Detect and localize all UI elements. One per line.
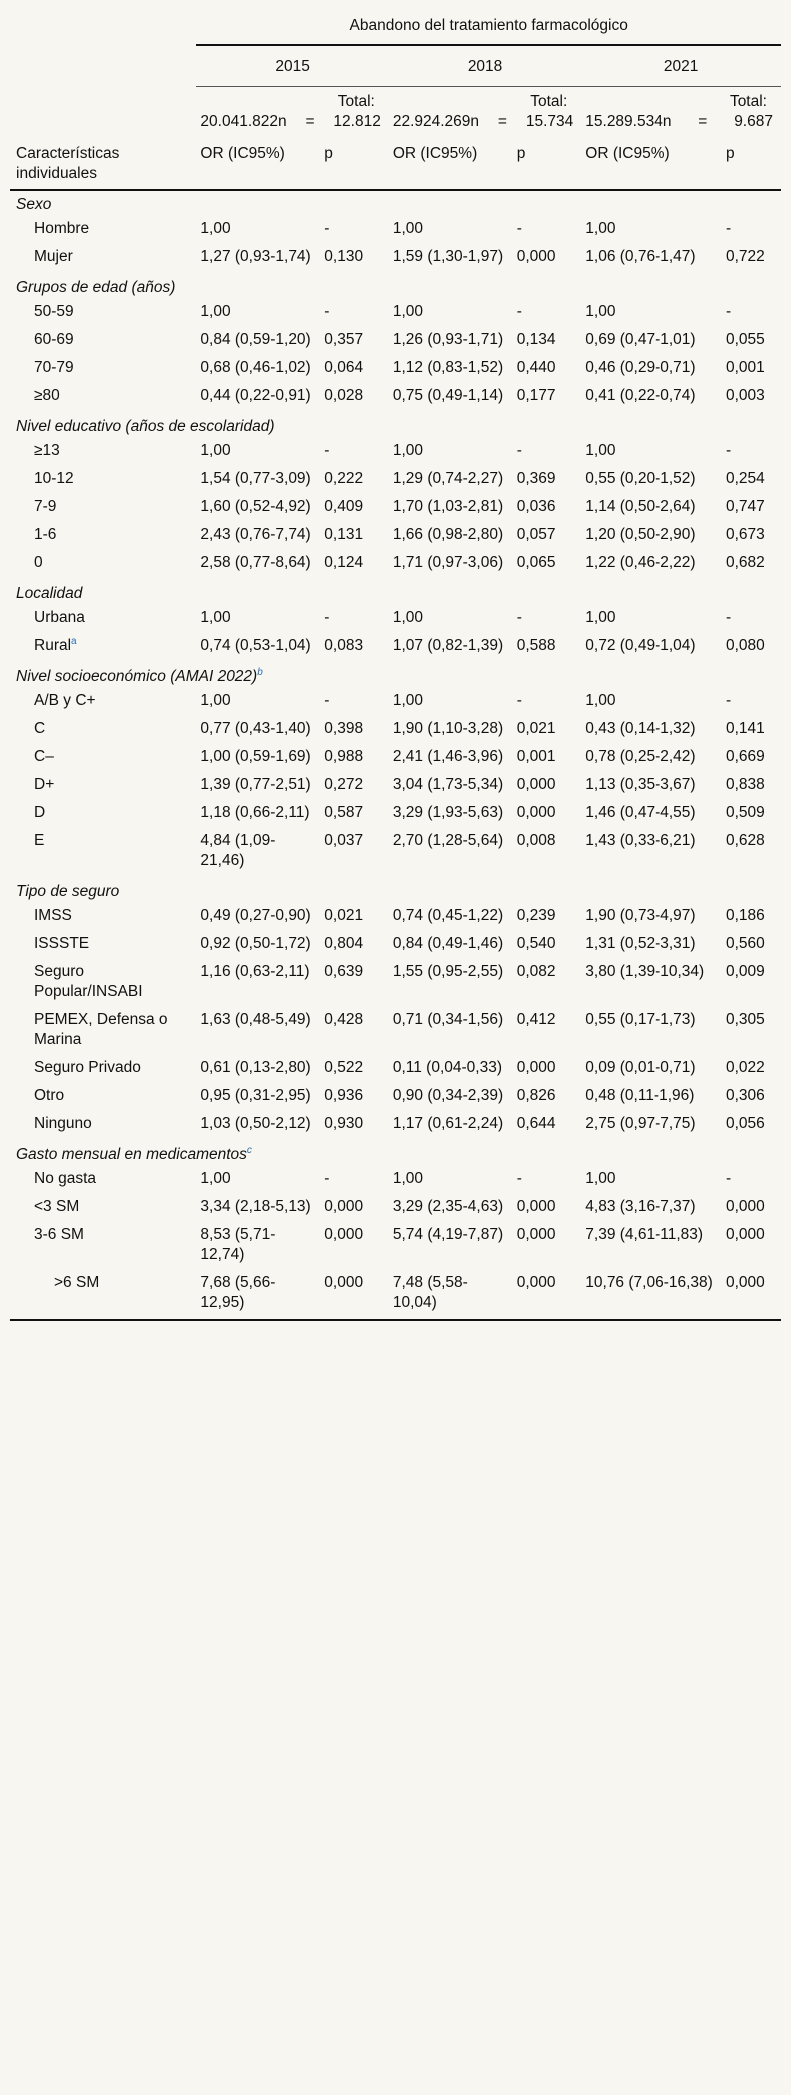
or-value: 1,00 bbox=[585, 220, 616, 237]
section-header bbox=[10, 877, 781, 904]
p-value: 0,134 bbox=[516, 331, 556, 348]
p-value: 0,008 bbox=[516, 832, 556, 849]
p-value: - bbox=[324, 220, 330, 237]
section-header bbox=[10, 190, 781, 217]
footnote-marker: a bbox=[71, 635, 77, 647]
p-value: - bbox=[516, 442, 522, 459]
or-value: 0,43 (0,14-1,32) bbox=[585, 720, 696, 737]
or-value: 1,00 bbox=[585, 1170, 616, 1187]
or-value: 0,11 (0,04-0,33) bbox=[392, 1059, 502, 1076]
or-value: 3,04 (1,73-5,34) bbox=[392, 776, 504, 793]
or-value: 3,29 (1,93-5,63) bbox=[392, 804, 504, 821]
table-row bbox=[10, 904, 781, 932]
or-value: 0,68 (0,46-1,02) bbox=[200, 359, 311, 376]
p-value: 0,272 bbox=[324, 776, 364, 793]
p-value: 0,669 bbox=[725, 748, 765, 765]
p-value: 0,057 bbox=[516, 526, 556, 543]
table-row bbox=[10, 773, 781, 801]
or-value: 1,06 (0,76-1,47) bbox=[585, 248, 696, 265]
or-header-2018: OR (IC95%) bbox=[389, 132, 513, 190]
or-value: 0,75 (0,49-1,14) bbox=[392, 387, 504, 404]
p-value: 0,000 bbox=[722, 1271, 781, 1320]
p-value: 0,000 bbox=[516, 1226, 556, 1243]
or-value: 1,07 (0,82-1,39) bbox=[392, 637, 504, 654]
or-value: 0,74 (0,53-1,04) bbox=[200, 637, 311, 654]
results-table bbox=[10, 0, 781, 1321]
or-value: 5,74 (4,19-7,87) bbox=[392, 1226, 504, 1243]
or-value: 3,29 (2,35-4,63) bbox=[392, 1198, 504, 1215]
row-label: ≥13 bbox=[34, 442, 60, 459]
p-value: 0,021 bbox=[324, 907, 364, 924]
or-value: 1,13 (0,35-3,67) bbox=[585, 776, 696, 793]
or-value: 1,12 (0,83-1,52) bbox=[392, 359, 504, 376]
or-value: 0,78 (0,25-2,42) bbox=[585, 748, 696, 765]
p-value: 0,022 bbox=[725, 1059, 765, 1076]
table-row bbox=[10, 634, 781, 662]
table-row bbox=[10, 829, 781, 877]
or-value: 1,31 (0,52-3,31) bbox=[585, 935, 696, 952]
year-2018: 2018 bbox=[389, 45, 581, 87]
p-value: 0,930 bbox=[324, 1115, 364, 1132]
p-value: 0,000 bbox=[725, 1198, 765, 1215]
section-header bbox=[10, 1140, 781, 1167]
section-title: Localidad bbox=[16, 585, 83, 602]
p-value: - bbox=[725, 442, 732, 459]
or-value: 7,39 (4,61-11,83) bbox=[585, 1226, 704, 1243]
row-label: 1-6 bbox=[34, 526, 57, 543]
or-value: 1,00 bbox=[200, 692, 231, 709]
p-value: 0,141 bbox=[725, 720, 765, 737]
table-row bbox=[10, 1167, 781, 1195]
or-value: 1,00 bbox=[200, 442, 231, 459]
p-value: 0,130 bbox=[324, 248, 364, 265]
p-value: 0,000 bbox=[516, 804, 556, 821]
p-value: - bbox=[516, 692, 522, 709]
or-value: 2,58 (0,77-8,64) bbox=[200, 554, 311, 571]
table-row bbox=[10, 217, 781, 245]
or-value: 1,90 (0,73-4,97) bbox=[585, 907, 696, 924]
row-label: No gasta bbox=[34, 1170, 97, 1187]
or-value: 0,48 (0,11-1,96) bbox=[585, 1087, 695, 1104]
table-row bbox=[10, 1056, 781, 1084]
or-value: 1,14 (0,50-2,64) bbox=[585, 498, 696, 515]
p-value: - bbox=[725, 609, 732, 626]
p-value: 0,055 bbox=[725, 331, 765, 348]
p-value: 0,000 bbox=[516, 1198, 556, 1215]
or-value: 1,90 (1,10-3,28) bbox=[392, 720, 504, 737]
p-value: 0,747 bbox=[725, 498, 765, 515]
or-value: 1,00 bbox=[392, 609, 424, 626]
p-header-2021: p bbox=[722, 132, 781, 190]
or-value: 7,68 (5,66-12,95) bbox=[196, 1271, 320, 1320]
or-value: 8,53 (5,71-12,74) bbox=[200, 1226, 276, 1263]
row-label: 10-12 bbox=[34, 470, 74, 487]
section-title: Nivel socioeconómico (AMAI 2022) bbox=[16, 668, 258, 685]
p-value: - bbox=[725, 220, 732, 237]
or-value: 1,46 (0,47-4,55) bbox=[585, 804, 696, 821]
p-value: 0,000 bbox=[516, 248, 556, 265]
table-row bbox=[10, 384, 781, 412]
p-value: - bbox=[725, 303, 732, 320]
row-label: <3 SM bbox=[34, 1198, 80, 1215]
row-label: ISSSTE bbox=[34, 935, 90, 952]
row-label: 7-9 bbox=[34, 498, 57, 515]
table-row bbox=[10, 551, 781, 579]
p-value: 0,056 bbox=[725, 1115, 765, 1132]
p-value: 0,064 bbox=[324, 359, 364, 376]
p-value: 0,000 bbox=[324, 1198, 364, 1215]
row-label: Urbana bbox=[34, 609, 85, 626]
p-value: - bbox=[725, 1170, 732, 1187]
p-value: 0,186 bbox=[725, 907, 765, 924]
or-value: 1,00 bbox=[392, 220, 424, 237]
row-label: 3-6 SM bbox=[34, 1226, 84, 1243]
or-value: 1,63 (0,48-5,49) bbox=[200, 1011, 311, 1028]
or-value: 1,22 (0,46-2,22) bbox=[585, 554, 696, 571]
row-label: Mujer bbox=[34, 248, 73, 265]
row-label: D bbox=[34, 804, 46, 821]
footnote-marker: c bbox=[246, 1144, 252, 1156]
table-row bbox=[10, 439, 781, 467]
or-value: 1,18 (0,66-2,11) bbox=[200, 804, 310, 821]
spanner-header: Abandono del tratamiento farmacológico bbox=[196, 0, 781, 45]
or-value: 0,95 (0,31-2,95) bbox=[200, 1087, 311, 1104]
p-value: 0,124 bbox=[324, 554, 364, 571]
row-label: 50-59 bbox=[34, 303, 74, 320]
section-title: Tipo de seguro bbox=[16, 883, 120, 900]
row-label: C bbox=[34, 720, 46, 737]
p-value: - bbox=[516, 1170, 522, 1187]
or-value: 1,00 bbox=[392, 1170, 424, 1187]
row-label: 70-79 bbox=[34, 359, 74, 376]
or-header-2015: OR (IC95%) bbox=[196, 132, 320, 190]
p-value: - bbox=[516, 303, 522, 320]
table-row bbox=[10, 717, 781, 745]
p-value: 0,682 bbox=[725, 554, 765, 571]
p-value: 0,398 bbox=[324, 720, 364, 737]
p-value: 0,065 bbox=[516, 554, 556, 571]
table-row bbox=[10, 1112, 781, 1140]
p-value: 0,000 bbox=[324, 1226, 364, 1243]
p-value: - bbox=[324, 609, 330, 626]
p-value: - bbox=[725, 692, 732, 709]
total-2021: Total: 15.289.534n = 9.687 bbox=[585, 93, 773, 130]
or-value: 0,84 (0,59-1,20) bbox=[200, 331, 311, 348]
p-value: 0,239 bbox=[516, 907, 556, 924]
p-value: 0,222 bbox=[324, 470, 364, 487]
or-value: 2,70 (1,28-5,64) bbox=[392, 832, 504, 849]
p-value: - bbox=[324, 442, 330, 459]
or-value: 2,41 (1,46-3,96) bbox=[392, 748, 504, 765]
footnote-marker: b bbox=[257, 666, 263, 678]
or-value: 3,80 (1,39-10,34) bbox=[585, 963, 705, 980]
p-value: 0,509 bbox=[725, 804, 765, 821]
row-label: ≥80 bbox=[34, 387, 60, 404]
p-value: 0,080 bbox=[725, 637, 765, 654]
table-row bbox=[10, 1084, 781, 1112]
p-value: 0,560 bbox=[725, 935, 765, 952]
p-value: 0,305 bbox=[725, 1011, 765, 1028]
row-label: IMSS bbox=[34, 907, 72, 924]
or-value: 0,84 (0,49-1,46) bbox=[392, 935, 504, 952]
or-value: 0,92 (0,50-1,72) bbox=[200, 935, 311, 952]
p-value: 0,936 bbox=[324, 1087, 364, 1104]
row-label: >6 SM bbox=[10, 1271, 196, 1320]
or-value: 1,00 bbox=[585, 609, 616, 626]
row-label: Seguro Privado bbox=[34, 1059, 141, 1076]
or-value: 0,55 (0,17-1,73) bbox=[585, 1011, 696, 1028]
table-row bbox=[10, 960, 781, 1008]
p-value: 0,028 bbox=[324, 387, 364, 404]
row-label: Otro bbox=[34, 1087, 65, 1104]
p-value: 0,000 bbox=[513, 1271, 582, 1320]
p-value: 0,254 bbox=[725, 470, 765, 487]
or-value: 1,00 (0,59-1,69) bbox=[200, 748, 311, 765]
p-value: 0,639 bbox=[324, 963, 364, 980]
or-value: 3,34 (2,18-5,13) bbox=[200, 1198, 311, 1215]
or-value: 1,00 bbox=[585, 303, 616, 320]
p-value: 0,036 bbox=[516, 498, 556, 515]
or-value: 0,09 (0,01-0,71) bbox=[585, 1059, 696, 1076]
or-value: 1,70 (1,03-2,81) bbox=[392, 498, 504, 515]
p-value: 0,409 bbox=[324, 498, 364, 515]
or-value: 1,66 (0,98-2,80) bbox=[392, 526, 504, 543]
p-value: 0,673 bbox=[725, 526, 765, 543]
table-row bbox=[10, 689, 781, 717]
or-value: 0,49 (0,27-0,90) bbox=[200, 907, 311, 924]
or-value: 1,27 (0,93-1,74) bbox=[200, 248, 311, 265]
or-value: 1,20 (0,50-2,90) bbox=[585, 526, 696, 543]
p-value: 0,306 bbox=[725, 1087, 765, 1104]
or-value: 0,90 (0,34-2,39) bbox=[392, 1087, 504, 1104]
or-value: 1,00 bbox=[200, 220, 231, 237]
or-value: 1,54 (0,77-3,09) bbox=[200, 470, 311, 487]
row-label-header: Características individuales bbox=[10, 132, 196, 190]
or-value: 7,48 (5,58-10,04) bbox=[389, 1271, 513, 1320]
table-row bbox=[10, 932, 781, 960]
section-title: Sexo bbox=[16, 196, 52, 213]
p-value: 0,001 bbox=[516, 748, 556, 765]
p-value: 0,131 bbox=[324, 526, 364, 543]
or-value: 1,39 (0,77-2,51) bbox=[200, 776, 311, 793]
p-value: 0,826 bbox=[516, 1087, 556, 1104]
p-value: 0,838 bbox=[725, 776, 765, 793]
row-label: 60-69 bbox=[34, 331, 74, 348]
or-value: 4,83 (3,16-7,37) bbox=[585, 1198, 696, 1215]
or-value: 1,26 (0,93-1,71) bbox=[392, 331, 504, 348]
or-value: 1,00 bbox=[392, 692, 424, 709]
p-value: 0,021 bbox=[516, 720, 556, 737]
or-value: 0,61 (0,13-2,80) bbox=[200, 1059, 311, 1076]
section-header bbox=[10, 273, 781, 300]
table-row bbox=[10, 300, 781, 328]
table-row bbox=[10, 1008, 781, 1056]
p-value: 0,083 bbox=[324, 637, 364, 654]
table-row bbox=[10, 328, 781, 356]
or-value: 1,00 bbox=[200, 303, 231, 320]
p-value: - bbox=[516, 609, 522, 626]
p-value: 0,588 bbox=[516, 637, 556, 654]
or-value: 0,55 (0,20-1,52) bbox=[585, 470, 696, 487]
p-header-2018: p bbox=[513, 132, 582, 190]
p-value: 0,001 bbox=[725, 359, 765, 376]
p-value: 0,428 bbox=[324, 1011, 364, 1028]
or-value: 2,43 (0,76-7,74) bbox=[200, 526, 311, 543]
p-value: 0,009 bbox=[725, 963, 765, 980]
p-value: 0,082 bbox=[516, 963, 556, 980]
p-value: 0,357 bbox=[324, 331, 364, 348]
year-2021: 2021 bbox=[581, 45, 781, 87]
or-value: 1,29 (0,74-2,27) bbox=[392, 470, 504, 487]
or-value: 1,00 bbox=[392, 442, 424, 459]
or-value: 1,60 (0,52-4,92) bbox=[200, 498, 311, 515]
p-value: 0,000 bbox=[320, 1271, 389, 1320]
p-value: 0,000 bbox=[725, 1226, 765, 1243]
row-label: A/B y C+ bbox=[34, 692, 96, 709]
table-row bbox=[10, 606, 781, 634]
section-header bbox=[10, 579, 781, 606]
or-value: 10,76 (7,06-16,38) bbox=[581, 1271, 722, 1320]
row-label: C– bbox=[34, 748, 54, 765]
table-row bbox=[10, 356, 781, 384]
section-title: Gasto mensual en medicamentos bbox=[16, 1146, 247, 1163]
table-row bbox=[10, 467, 781, 495]
or-value: 1,17 (0,61-2,24) bbox=[392, 1115, 504, 1132]
or-value: 1,03 (0,50-2,12) bbox=[200, 1115, 311, 1132]
table-row bbox=[10, 1271, 781, 1320]
p-value: 0,412 bbox=[516, 1011, 556, 1028]
table-row bbox=[10, 523, 781, 551]
or-value: 1,00 bbox=[585, 692, 616, 709]
p-value: 0,369 bbox=[516, 470, 556, 487]
p-value: - bbox=[324, 303, 330, 320]
or-value: 0,44 (0,22-0,91) bbox=[200, 387, 311, 404]
or-value: 1,43 (0,33-6,21) bbox=[585, 832, 696, 849]
section-header bbox=[10, 662, 781, 689]
p-value: 0,177 bbox=[516, 387, 556, 404]
table-row bbox=[10, 801, 781, 829]
p-value: 0,522 bbox=[324, 1059, 364, 1076]
or-value: 1,59 (1,30-1,97) bbox=[392, 248, 504, 265]
p-value: 0,644 bbox=[516, 1115, 556, 1132]
table-row bbox=[10, 245, 781, 273]
total-2015: Total: 20.041.822n = 12.812 bbox=[200, 93, 381, 130]
row-label: Seguro Popular/INSABI bbox=[34, 963, 143, 1000]
or-value: 0,46 (0,29-0,71) bbox=[585, 359, 696, 376]
total-2018: Total: 22.924.269n = 15.734 bbox=[392, 93, 574, 130]
or-value: 0,41 (0,22-0,74) bbox=[585, 387, 696, 404]
or-value: 0,71 (0,34-1,56) bbox=[392, 1011, 504, 1028]
row-label: Rural$^a$ bbox=[34, 635, 77, 654]
p-value: 0,037 bbox=[324, 832, 364, 849]
p-value: 0,540 bbox=[516, 935, 556, 952]
row-label: E bbox=[34, 832, 45, 849]
row-label: PEMEX, Defensa o Marina bbox=[34, 1011, 168, 1048]
or-value: 0,74 (0,45-1,22) bbox=[392, 907, 504, 924]
p-value: - bbox=[516, 220, 522, 237]
row-label: Ninguno bbox=[34, 1115, 92, 1132]
table-row bbox=[10, 745, 781, 773]
or-value: 4,84 (1,09-21,46) bbox=[200, 832, 276, 869]
p-header-2015: p bbox=[320, 132, 389, 190]
row-label: Hombre bbox=[34, 220, 90, 237]
p-value: 0,804 bbox=[324, 935, 364, 952]
p-value: 0,000 bbox=[516, 776, 556, 793]
p-value: 0,440 bbox=[516, 359, 556, 376]
row-label: D+ bbox=[34, 776, 55, 793]
or-value: 1,00 bbox=[200, 609, 231, 626]
or-value: 1,00 bbox=[392, 303, 424, 320]
or-value: 0,72 (0,49-1,04) bbox=[585, 637, 696, 654]
or-value: 2,75 (0,97-7,75) bbox=[585, 1115, 696, 1132]
section-title: Nivel educativo (años de escolaridad) bbox=[16, 418, 275, 435]
p-value: 0,000 bbox=[516, 1059, 556, 1076]
table-body bbox=[10, 190, 781, 1320]
year-2015: 2015 bbox=[196, 45, 388, 87]
or-value: 0,77 (0,43-1,40) bbox=[200, 720, 311, 737]
p-value: 0,003 bbox=[725, 387, 765, 404]
p-value: - bbox=[324, 1170, 330, 1187]
or-value: 1,71 (0,97-3,06) bbox=[392, 554, 504, 571]
p-value: 0,587 bbox=[324, 804, 364, 821]
section-header bbox=[10, 412, 781, 439]
row-label: 0 bbox=[34, 554, 43, 571]
table-row bbox=[10, 1223, 781, 1271]
or-value: 1,55 (0,95-2,55) bbox=[392, 963, 504, 980]
p-value: - bbox=[324, 692, 330, 709]
section-title: Grupos de edad (años) bbox=[16, 279, 176, 296]
or-value: 0,69 (0,47-1,01) bbox=[585, 331, 696, 348]
or-value: 1,00 bbox=[585, 442, 616, 459]
table-row bbox=[10, 495, 781, 523]
table-row bbox=[10, 1195, 781, 1223]
p-value: 0,628 bbox=[725, 832, 765, 849]
or-header-2021: OR (IC95%) bbox=[581, 132, 722, 190]
or-value: 1,00 bbox=[200, 1170, 231, 1187]
or-value: 1,16 (0,63-2,11) bbox=[200, 963, 310, 980]
p-value: 0,722 bbox=[725, 248, 765, 265]
p-value: 0,988 bbox=[324, 748, 364, 765]
